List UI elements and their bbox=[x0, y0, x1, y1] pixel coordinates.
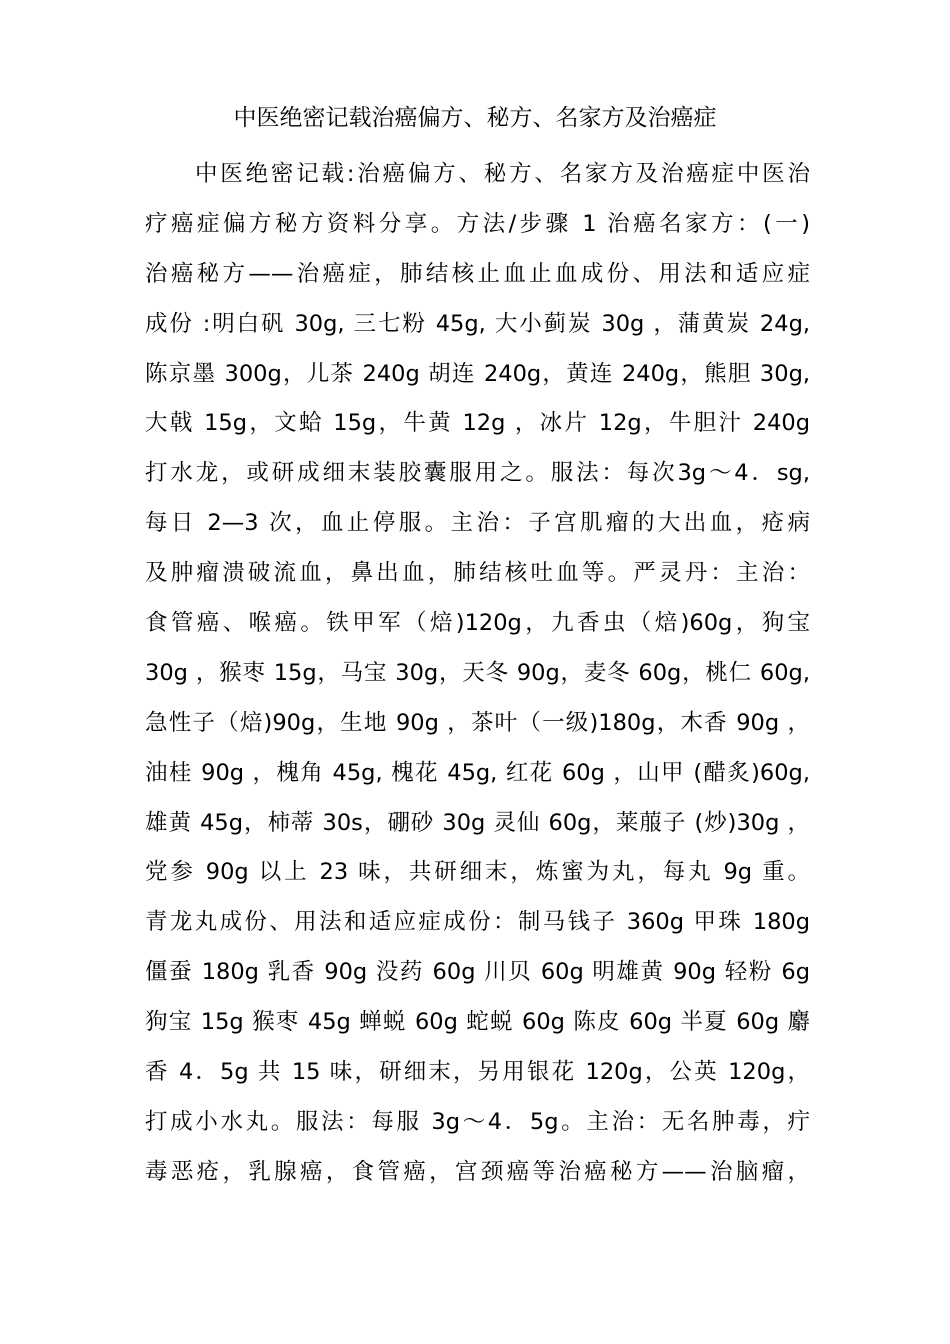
text-line: 狗宝 15g 猴枣 45g 蝉蜕 60g 蛇蜕 60g 陈皮 60g 半夏 60g 麝 bbox=[145, 1009, 810, 1036]
text-line: 油桂 90g ，槐角 45g, 槐花 45g, 红花 60g ，山甲 (醋炙)60g, bbox=[145, 759, 810, 786]
text-line: 党参 90g 以上 23 味，共研细末，炼蜜为丸，每丸 9g 重。 bbox=[145, 859, 810, 886]
text-line: 香 4．5g 共 15 味，研细末，另用银花 120g，公英 120g， bbox=[145, 1059, 810, 1086]
text-line: 食管癌、喉癌。铁甲军（焙)120g，九香虫（焙)60g，狗宝 bbox=[145, 610, 810, 637]
text-line: 毒恶疮，乳腺癌，食管癌，宫颈癌等治癌秘方——治脑瘤， bbox=[145, 1158, 810, 1185]
text-line: 青龙丸成份、用法和适应症成份：制马钱子 360g 甲珠 180g bbox=[145, 909, 810, 936]
text-line: 及肿瘤溃破流血，鼻出血，肺结核吐血等。严灵丹：主治： bbox=[145, 560, 810, 587]
text-line: 治癌秘方——治癌症，肺结核止血止血成份、用法和适应症 bbox=[145, 260, 810, 287]
text-line: 打成小水丸。服法：每服 3g～4．5g。主治：无名肿毒，疔 bbox=[145, 1108, 810, 1135]
text-line: 僵蚕 180g 乳香 90g 没药 60g 川贝 60g 明雄黄 90g 轻粉 6g bbox=[145, 959, 810, 986]
text-line: 打水龙，或研成细末装胶囊服用之。服法：每次3g～4．sg, bbox=[145, 460, 810, 487]
document-body bbox=[145, 150, 810, 1198]
text-line: 急性子（焙)90g，生地 90g ，茶叶（一级)180g，木香 90g ， bbox=[145, 709, 810, 736]
text-line: 30g ，猴枣 15g，马宝 30g，天冬 90g，麦冬 60g，桃仁 60g, bbox=[145, 659, 810, 686]
text-line: 成份 :明白矾 30g, 三七粉 45g, 大小蓟炭 30g ，蒲黄炭 24g, bbox=[145, 310, 810, 337]
text-line: 中医绝密记载:治癌偏方、秘方、名家方及治癌症中医治 bbox=[195, 161, 810, 187]
document-title: 中医绝密记载治癌偏方、秘方、名家方及治癌症 bbox=[233, 105, 717, 131]
text-line: 每日 2—3 次，血止停服。主治：子宫肌瘤的大出血，疮病 bbox=[145, 510, 810, 537]
text-line: 疗癌症偏方秘方资料分享。方法/步骤 1 治癌名家方：(一) bbox=[145, 210, 810, 237]
text-line: 大戟 15g，文蛤 15g，牛黄 12g ，冰片 12g，牛胆汁 240g bbox=[145, 410, 810, 437]
text-line: 雄黄 45g，柿蒂 30s，硼砂 30g 灵仙 60g，莱菔子 (炒)30g ， bbox=[145, 809, 810, 836]
text-line: 陈京墨 300g，儿茶 240g 胡连 240g，黄连 240g，熊胆 30g, bbox=[145, 360, 810, 387]
